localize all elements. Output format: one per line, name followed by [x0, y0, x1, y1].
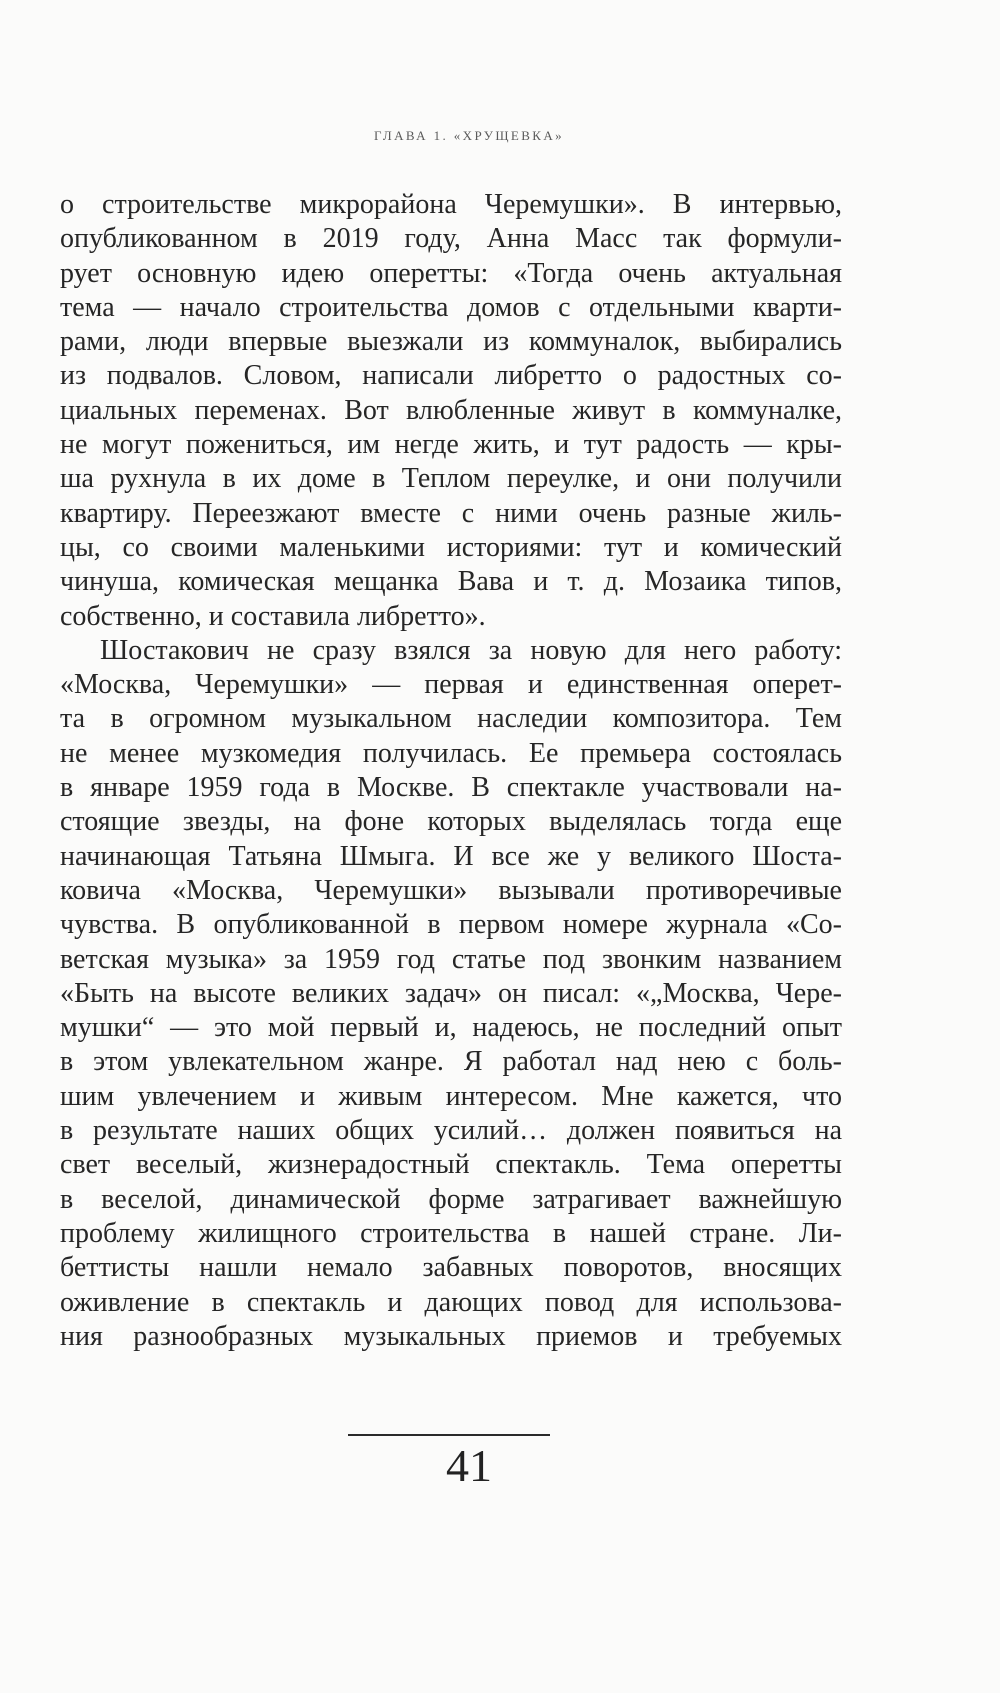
running-head: ГЛАВА 1. «ХРУЩЕВКА» — [373, 128, 565, 143]
text-line: беттисты нашли немало забавных поворотов, вносящих — [60, 1252, 842, 1284]
text-line: в веселой, динамической форме затрагивает важнейшую — [60, 1183, 842, 1215]
text-line: в этом увлекательном жанре. Я работал над нею с боль- — [60, 1046, 842, 1078]
text-line: свет веселый, жизнерадостный спектакль. Тема оперетты — [60, 1149, 842, 1181]
text-line: проблему жилищного строительства в нашей стране. Ли- — [60, 1217, 842, 1249]
text-line: собственно, и составила либретто». — [60, 600, 486, 632]
text-line: циальных переменах. Вот влюбленные живут в коммуналке, — [60, 394, 842, 426]
text-line: тема — начало строительства домов с отдельными кварти- — [60, 291, 842, 323]
text-line: не могут пожениться, им негде жить, и тут радость — кры- — [60, 429, 842, 461]
text-line: о строительстве микрорайона Черемушки». В интервью, — [60, 189, 842, 220]
text-line: «Быть на высоте великих задач» он писал: «„Москва, Чере- — [60, 977, 842, 1009]
text-line: «Москва, Черемушки» — первая и единственная оперет- — [60, 669, 842, 701]
text-line: квартиру. Переезжают вместе с ними очень разные жиль- — [60, 497, 842, 529]
text-line: шим увлечением и живым интересом. Мне кажется, что — [60, 1080, 842, 1112]
text-line: стоящие звезды, на фоне которых выделялась тогда еще — [60, 806, 842, 838]
text-line: чувства. В опубликованной в первом номере журнала «Со- — [60, 909, 842, 941]
page-number-rule — [348, 1434, 550, 1436]
text-line: цы, со своими маленькими историями: тут и комический — [60, 531, 842, 563]
text-line: ветская музыка» за 1959 год статье под звонким названием — [60, 943, 842, 975]
text-line: начинающая Татьяна Шмыга. И все же у великого Шоста- — [60, 840, 842, 872]
page-number: 41 — [446, 1440, 492, 1491]
text-line: ковича «Москва, Черемушки» вызывали противоречивые — [60, 874, 842, 906]
paragraph-1 — [60, 188, 842, 634]
text-line: в январе 1959 года в Москве. В спектакле участвовали на- — [60, 772, 842, 804]
body-text — [60, 188, 842, 1354]
text-line: рами, люди впервые выезжали из коммуналок, выбирались — [60, 326, 842, 358]
text-line: в результате наших общих усилий… должен появиться на — [60, 1115, 842, 1147]
text-line: из подвалов. Словом, написали либретто о радостных со- — [60, 360, 842, 392]
text-line: та в огромном музыкальном наследии композитора. Тем — [60, 703, 842, 735]
text-line: рует основную идею оперетты: «Тогда очень актуальная — [60, 257, 842, 289]
paragraph-2 — [60, 634, 842, 1354]
text-line: Шостакович не сразу взялся за новую для него работу: — [100, 634, 842, 666]
text-line: не менее музкомедия получилась. Ее премьера состоялась — [60, 737, 842, 769]
text-line: оживление в спектакль и дающих повод для использова- — [60, 1286, 842, 1318]
text-line: мушки“ — это мой первый и, надеюсь, не последний опыт — [60, 1012, 842, 1044]
text-line: чинуша, комическая мещанка Вава и т. д. Мозаика типов, — [60, 566, 842, 598]
text-line: опубликованном в 2019 году, Анна Масс так формули- — [60, 223, 842, 255]
text-line: ша рухнула в их доме в Теплом переулке, и они получили — [60, 463, 842, 495]
text-line: ния разнообразных музыкальных приемов и требуемых — [60, 1320, 842, 1352]
